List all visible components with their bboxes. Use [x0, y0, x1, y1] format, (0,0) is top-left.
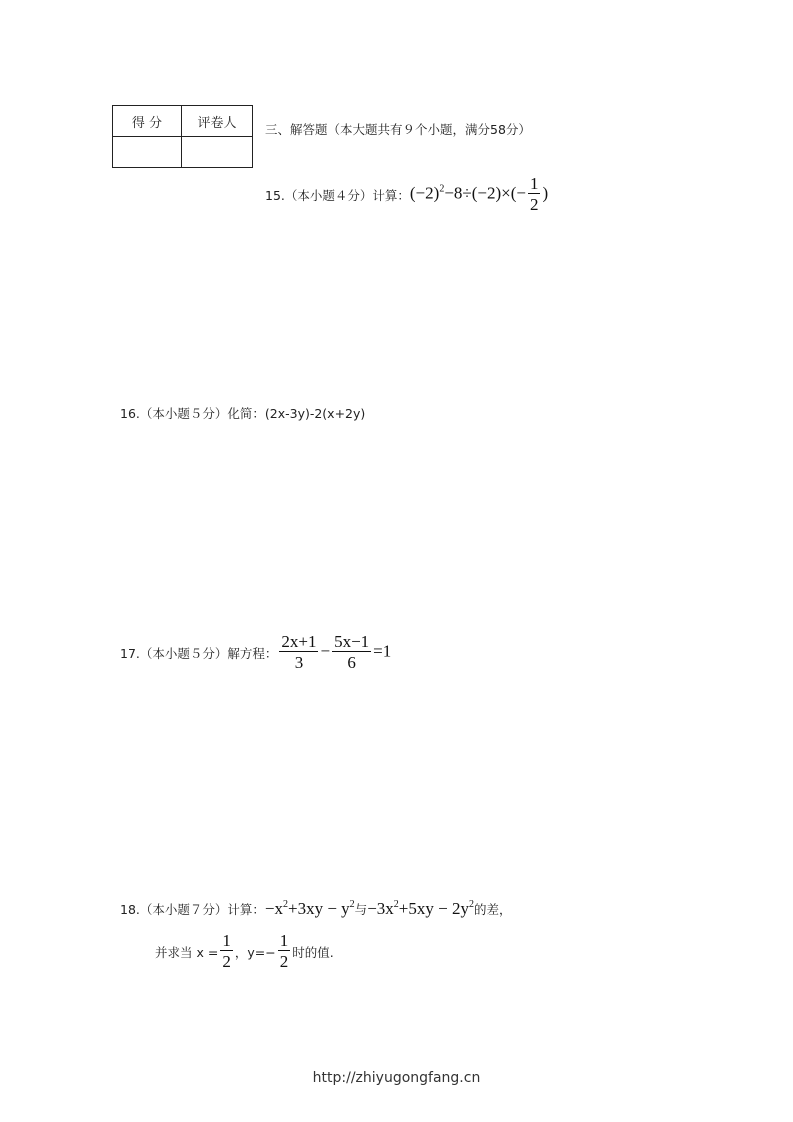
q15-term-a: (−2): [409, 183, 440, 203]
q18-x-denominator: 2: [222, 952, 231, 971]
q18-exp-1: 2: [282, 899, 288, 910]
q17-minus: −: [320, 641, 331, 661]
q15-expression: [410, 174, 548, 215]
question-17: [120, 632, 391, 673]
q15-exponent: 2: [439, 183, 445, 195]
q18-when-x: 并求当 x =: [155, 944, 219, 960]
q18-x-value: [218, 931, 235, 972]
q18-exp-3: 2: [393, 899, 399, 910]
q18-y-fraction: [278, 931, 291, 972]
q18-when-y: ，y=−: [234, 944, 276, 960]
q18-tail: 的差，: [473, 902, 512, 917]
score-table: [112, 105, 253, 168]
q18-y-denominator: 2: [279, 952, 289, 971]
q18-label: 18.（本小题７分）计算：: [120, 902, 265, 917]
q18-term-2: +3xy − y: [287, 899, 350, 918]
q17-fraction-2: [332, 632, 371, 673]
question-18: [120, 899, 511, 919]
q15-fraction: [528, 174, 541, 215]
q18-value-of: 时的值.: [292, 944, 334, 960]
footer-url: http://zhiyugongfang.cn: [312, 1070, 481, 1086]
score-cell: [113, 137, 182, 168]
q18-x-numerator: 1: [222, 931, 231, 950]
q17-f2-numerator: 5x−1: [334, 632, 370, 651]
q15-label: 15.（本小题４分）计算：: [265, 187, 410, 203]
q18-exp-2: 2: [349, 899, 355, 910]
q18-y-value: [276, 931, 293, 972]
section-title: 三、解答题（本大题共有９个小题，满分58分）: [265, 122, 531, 137]
q15-numerator: 1: [529, 174, 539, 193]
question-18-condition: [155, 931, 334, 972]
question-15: [265, 174, 548, 215]
q18-x-fraction: [220, 931, 233, 972]
q18-term-1: −x: [264, 899, 283, 918]
q17-f1-denominator: 3: [294, 653, 304, 672]
q18-y-numerator: 1: [279, 931, 289, 950]
question-16: 16.（本小题５分）化简：(2x-3y)-2(x+2y): [120, 406, 366, 421]
q18-expression-2: [367, 899, 474, 919]
q15-denominator: 2: [529, 195, 539, 214]
score-header: 得 分: [113, 106, 182, 137]
q15-term-b: −8÷(−2)×(−: [444, 183, 526, 203]
q18-expression: [265, 899, 355, 919]
q17-fraction-1: [279, 632, 318, 673]
q17-label: 17.（本小题５分）解方程：: [120, 645, 278, 661]
q17-f1-numerator: 2x+1: [281, 632, 317, 651]
q17-equation: [277, 632, 391, 673]
q18-term-4: +5xy − 2y: [398, 899, 469, 918]
q18-exp-4: 2: [468, 899, 474, 910]
q18-with: 与: [354, 902, 368, 917]
q18-term-3: −3x: [367, 899, 394, 918]
q17-f2-denominator: 6: [347, 653, 356, 672]
q17-rhs: =1: [373, 641, 392, 661]
grader-header: 评卷人: [182, 106, 253, 137]
q15-close: ): [542, 183, 549, 203]
grader-cell: [182, 137, 253, 168]
